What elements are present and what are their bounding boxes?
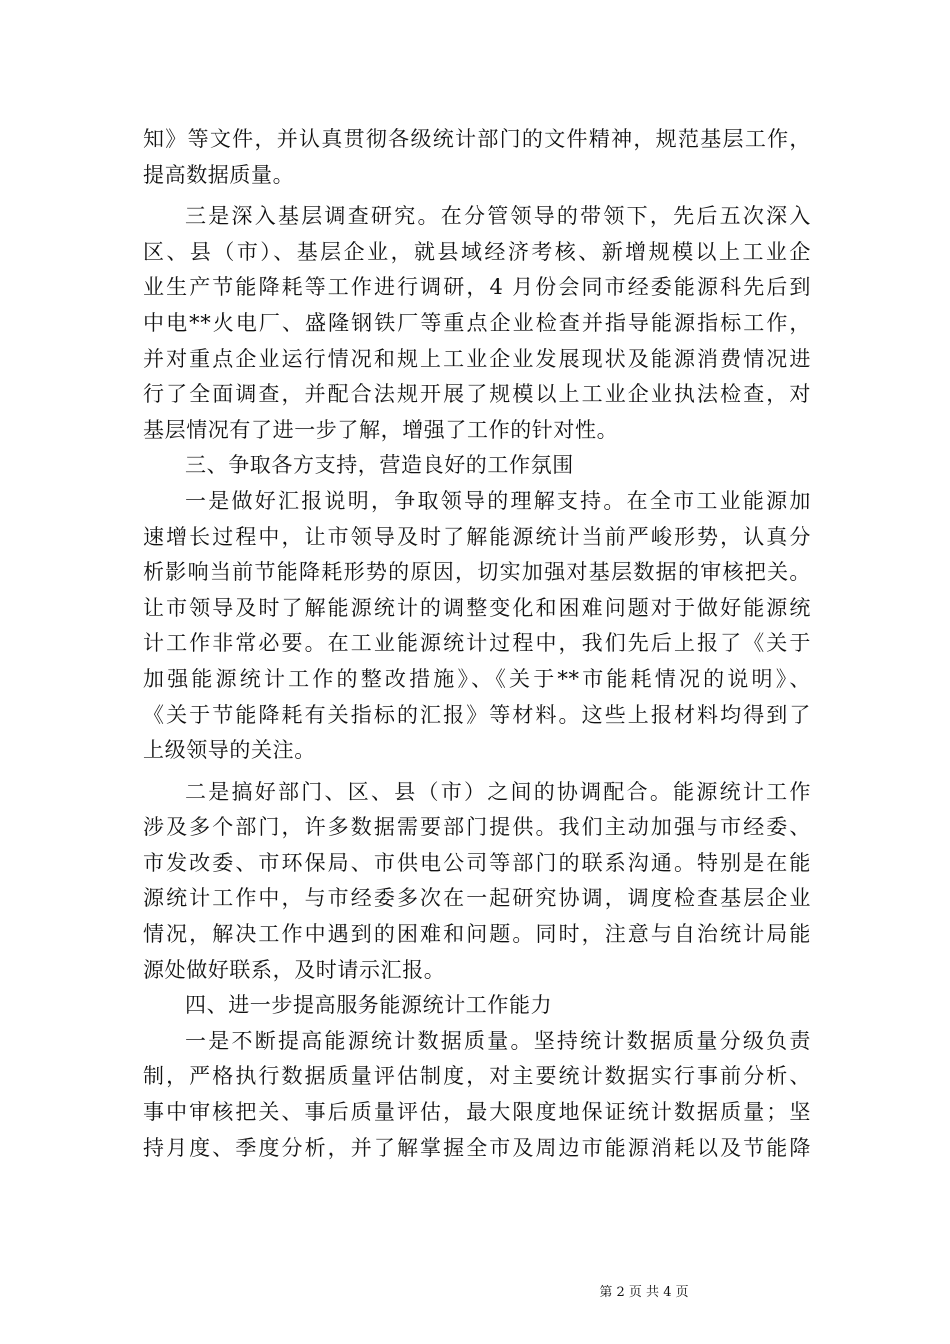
section-heading: 四、进一步提高服务能源统计工作能力 [185, 993, 553, 1018]
text-line: 源统计工作中，与市经委多次在一起研究协调，调度检查基层企业 [143, 886, 811, 911]
text-line: 加强能源统计工作的整改措施》、《关于**市能耗情况的说明》、 [143, 666, 811, 691]
text-line: 速增长过程中，让市领导及时了解能源统计当前严峻形势，认真分 [143, 524, 811, 549]
text-line: 中电**火电厂、盛隆钢铁厂等重点企业检查并指导能源指标工作， [143, 310, 811, 335]
text-line: 行了全面调查，并配合法规开展了规模以上工业企业执法检查，对 [143, 382, 811, 407]
text-line: 让市领导及时了解能源统计的调整变化和困难问题对于做好能源统 [143, 595, 811, 620]
page-number-footer: 第 2 页 共 4 页 [599, 1285, 689, 1300]
section-heading: 三、争取各方支持，营造良好的工作氛围 [185, 453, 574, 478]
paragraph-start-line: 三是深入基层调查研究。在分管领导的带领下，先后五次深入 [185, 204, 811, 229]
text-line: 情况，解决工作中遇到的困难和问题。同时，注意与自治统计局能 [143, 922, 811, 947]
text-line: 制，严格执行数据质量评估制度，对主要统计数据实行事前分析、 [143, 1064, 811, 1089]
text-line: 计工作非常必要。在工业能源统计过程中，我们先后上报了《关于 [143, 631, 811, 656]
text-line: 区、县（市）、基层企业，就县域经济考核、新增规模以上工业企 [143, 239, 811, 264]
text-line: 上级领导的关注。 [143, 738, 316, 763]
text-line: 业生产节能降耗等工作进行调研，4 月份会同市经委能源科先后到 [143, 275, 811, 300]
text-line: 基层情况有了进一步了解，增强了工作的针对性。 [143, 417, 619, 442]
paragraph-start-line: 二是搞好部门、区、县（市）之间的协调配合。能源统计工作 [185, 779, 811, 804]
document-body [143, 122, 811, 1166]
text-line: 《关于节能降耗有关指标的汇报》等材料。这些上报材料均得到了 [143, 702, 811, 727]
paragraph-start-line: 一是做好汇报说明，争取领导的理解支持。在全市工业能源加 [185, 488, 811, 513]
text-line: 涉及多个部门，许多数据需要部门提供。我们主动加强与市经委、 [143, 815, 811, 840]
text-line: 事中审核把关、事后质量评估，最大限度地保证统计数据质量；坚 [143, 1100, 811, 1125]
text-line: 析影响当前节能降耗形势的原因，切实加强对基层数据的审核把关。 [143, 560, 811, 585]
text-line: 持月度、季度分析，并了解掌握全市及周边市能源消耗以及节能降 [143, 1135, 811, 1160]
text-line: 并对重点企业运行情况和规上工业企业发展现状及能源消费情况进 [143, 346, 811, 371]
text-line: 市发改委、市环保局、市供电公司等部门的联系沟通。特别是在能 [143, 850, 811, 875]
text-line: 源处做好联系，及时请示汇报。 [143, 957, 446, 982]
paragraph-start-line: 一是不断提高能源统计数据质量。坚持统计数据质量分级负责 [185, 1028, 811, 1053]
text-line: 知》等文件，并认真贯彻各级统计部门的文件精神，规范基层工作， [143, 127, 811, 151]
text-line: 提高数据质量。 [143, 162, 295, 187]
